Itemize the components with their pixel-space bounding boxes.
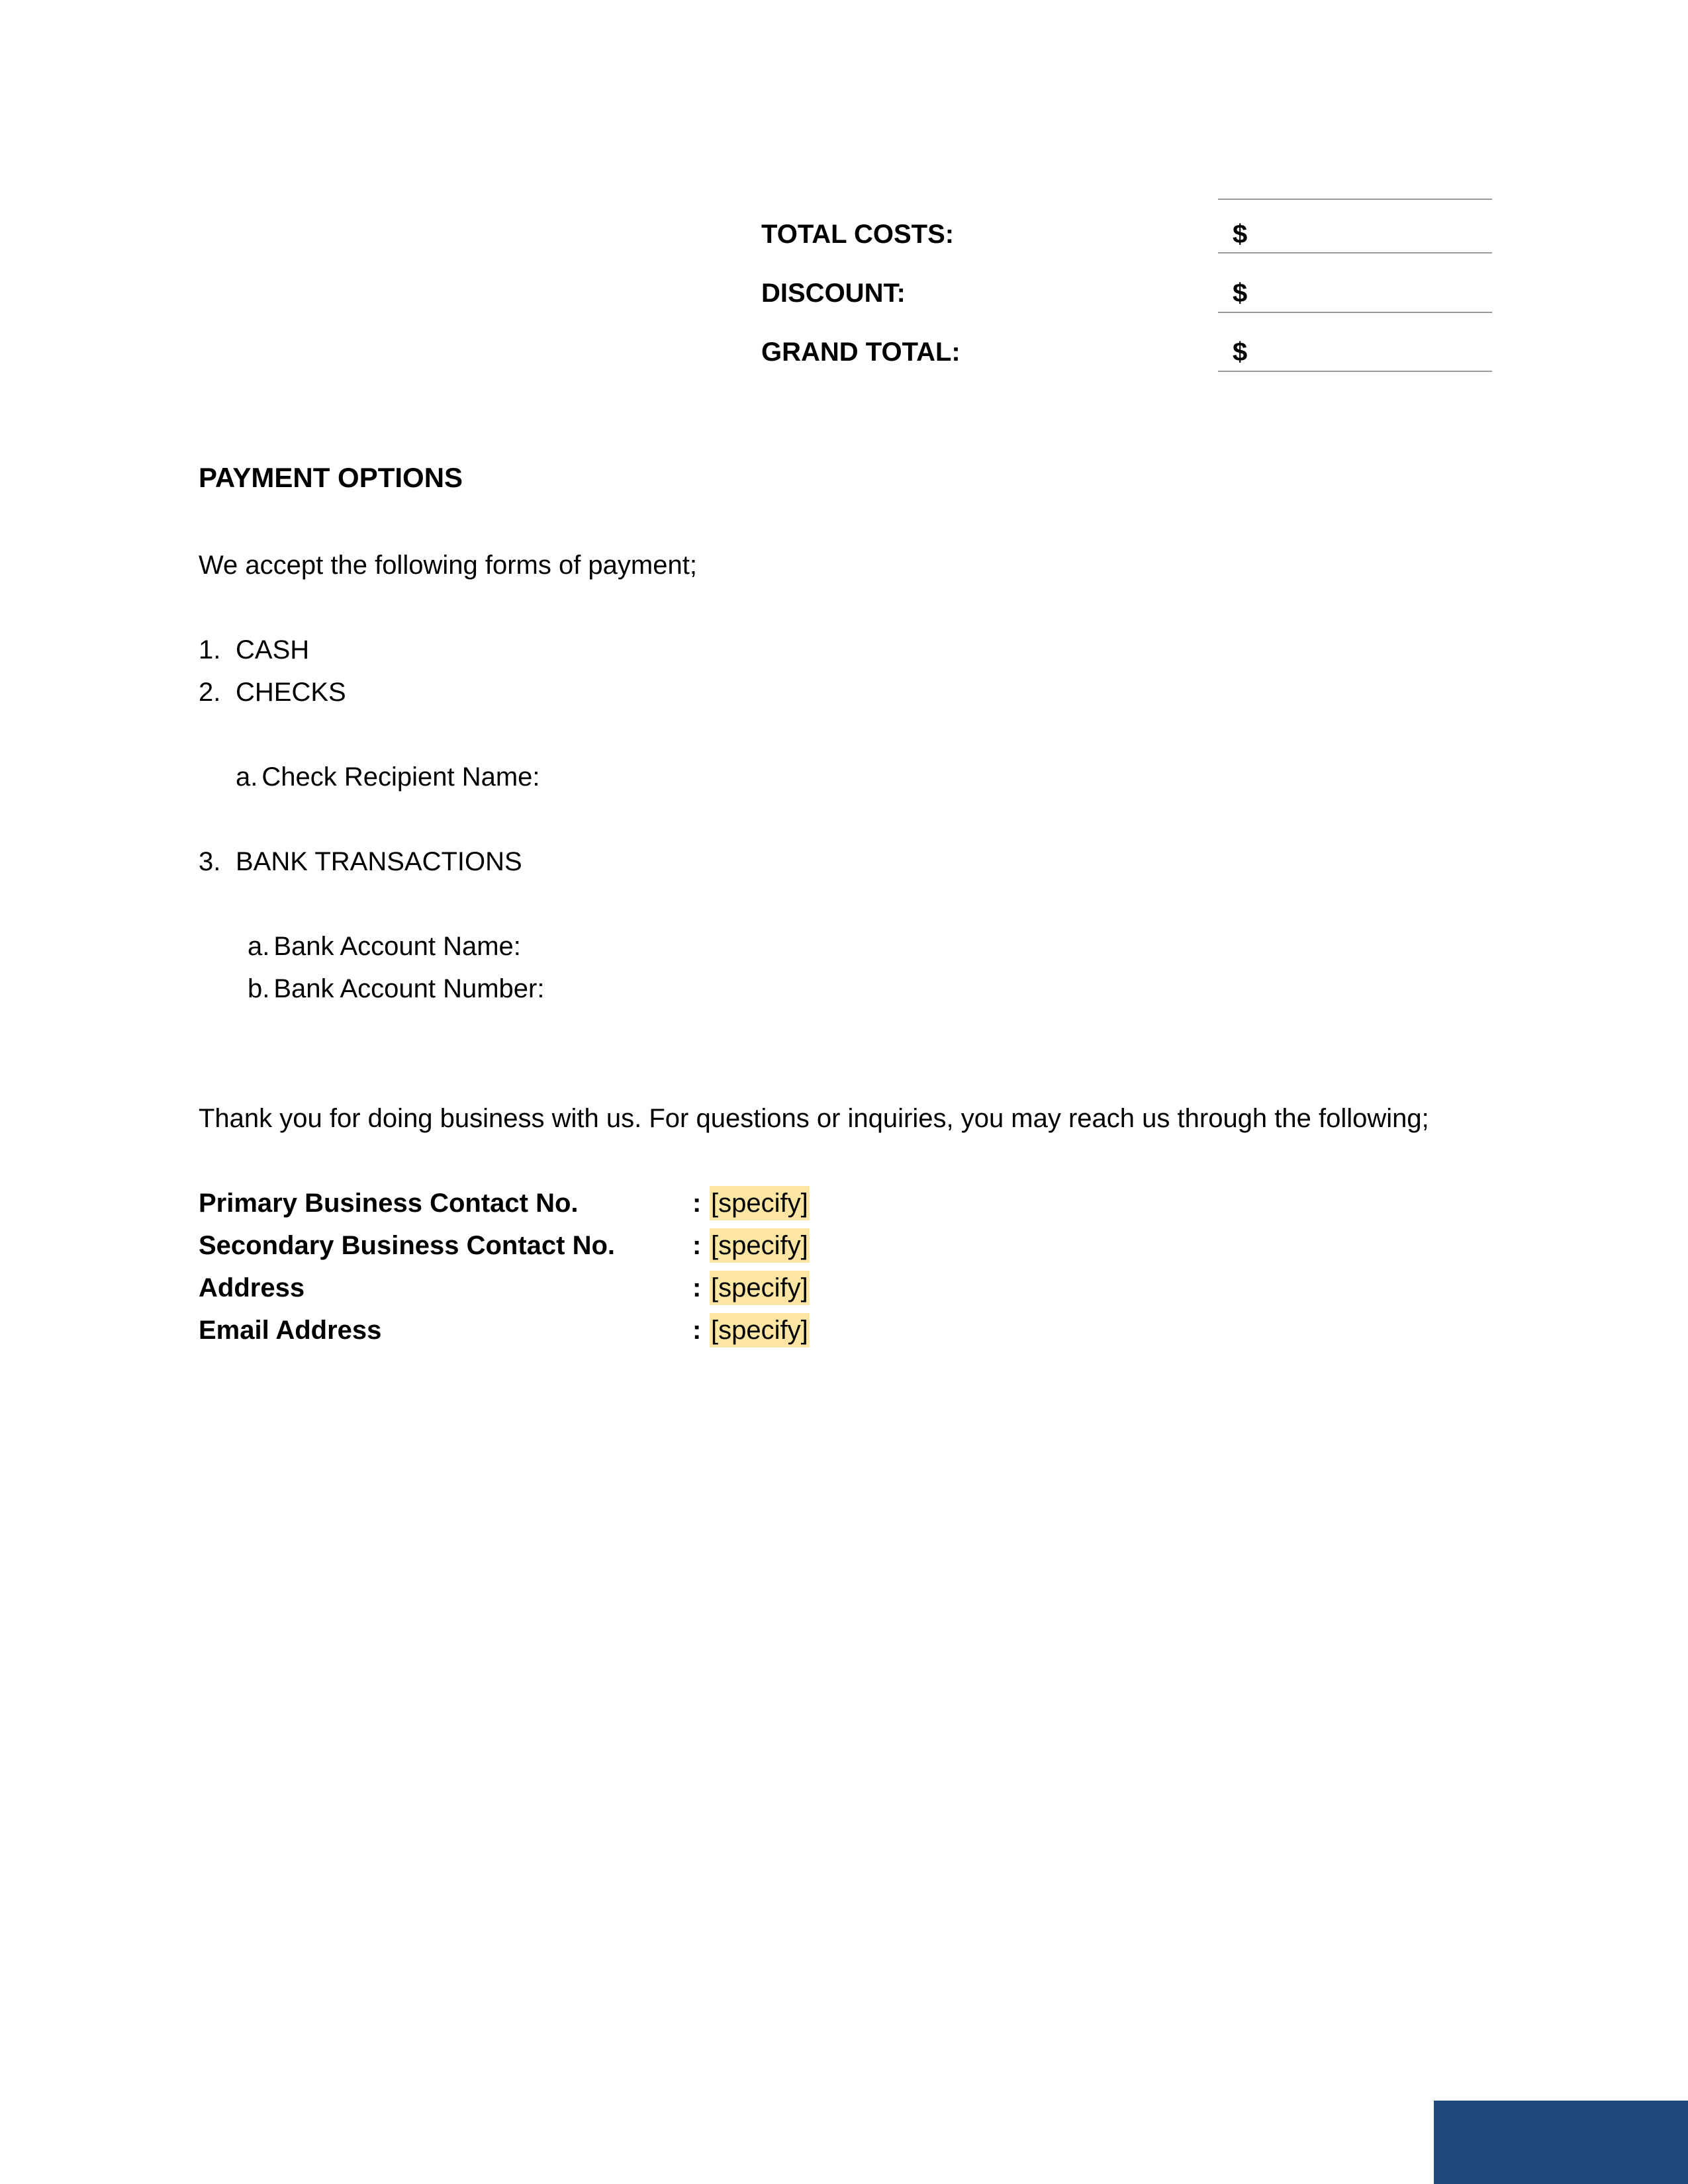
grand-total-label: GRAND TOTAL: (761, 338, 961, 367)
payment-option-checks (199, 676, 346, 708)
total-costs-rule (1218, 252, 1492, 253)
bank-account-number (248, 973, 544, 1005)
contact-separator: : (692, 1273, 702, 1302)
secondary-contact-value[interactable]: [specify] (710, 1228, 810, 1263)
closing-text: Thank you for doing business with us. For questions or inquiries, you may reach us through the following; (199, 1104, 1429, 1133)
payment-option-cash (199, 634, 309, 666)
list-item-label: BANK TRANSACTIONS (236, 847, 522, 876)
list-item-label: CASH (236, 635, 310, 664)
total-costs-label: TOTAL COSTS: (761, 220, 955, 249)
secondary-contact-label: Secondary Business Contact No. (199, 1231, 616, 1260)
primary-contact-label: Primary Business Contact No. (199, 1189, 579, 1218)
payment-option-bank (199, 846, 522, 878)
contact-separator: : (692, 1316, 702, 1345)
sub-list-label: Bank Account Number: (273, 974, 545, 1003)
list-number: 1. (199, 635, 221, 664)
totals-top-rule (1218, 199, 1492, 200)
list-number: 3. (199, 847, 221, 876)
primary-contact-value[interactable]: [specify] (710, 1186, 810, 1220)
corner-accent-block (1434, 2101, 1688, 2184)
total-costs-currency: $ (1233, 220, 1248, 249)
payment-intro: We accept the following forms of payment; (199, 551, 697, 580)
address-value[interactable]: [specify] (710, 1271, 810, 1305)
grand-total-rule (1218, 371, 1492, 372)
email-address-label: Email Address (199, 1316, 382, 1345)
sub-list-marker: a. (248, 932, 270, 961)
discount-label: DISCOUNT: (761, 279, 906, 308)
contact-separator: : (692, 1189, 702, 1218)
grand-total-currency: $ (1233, 338, 1248, 367)
list-number: 2. (199, 678, 221, 707)
discount-currency: $ (1233, 279, 1248, 308)
sub-list-label: Check Recipient Name: (261, 762, 540, 792)
sub-list-marker: a. (236, 762, 258, 792)
discount-rule (1218, 312, 1492, 313)
email-address-value[interactable]: [specify] (710, 1313, 810, 1347)
payment-options-heading: PAYMENT OPTIONS (199, 462, 463, 493)
contact-separator: : (692, 1231, 702, 1260)
sub-list-label: Bank Account Name: (273, 932, 521, 961)
check-recipient-name (236, 761, 540, 793)
bank-account-name (248, 931, 521, 962)
sub-list-marker: b. (248, 974, 270, 1003)
list-item-label: CHECKS (236, 678, 346, 707)
address-label: Address (199, 1273, 305, 1302)
